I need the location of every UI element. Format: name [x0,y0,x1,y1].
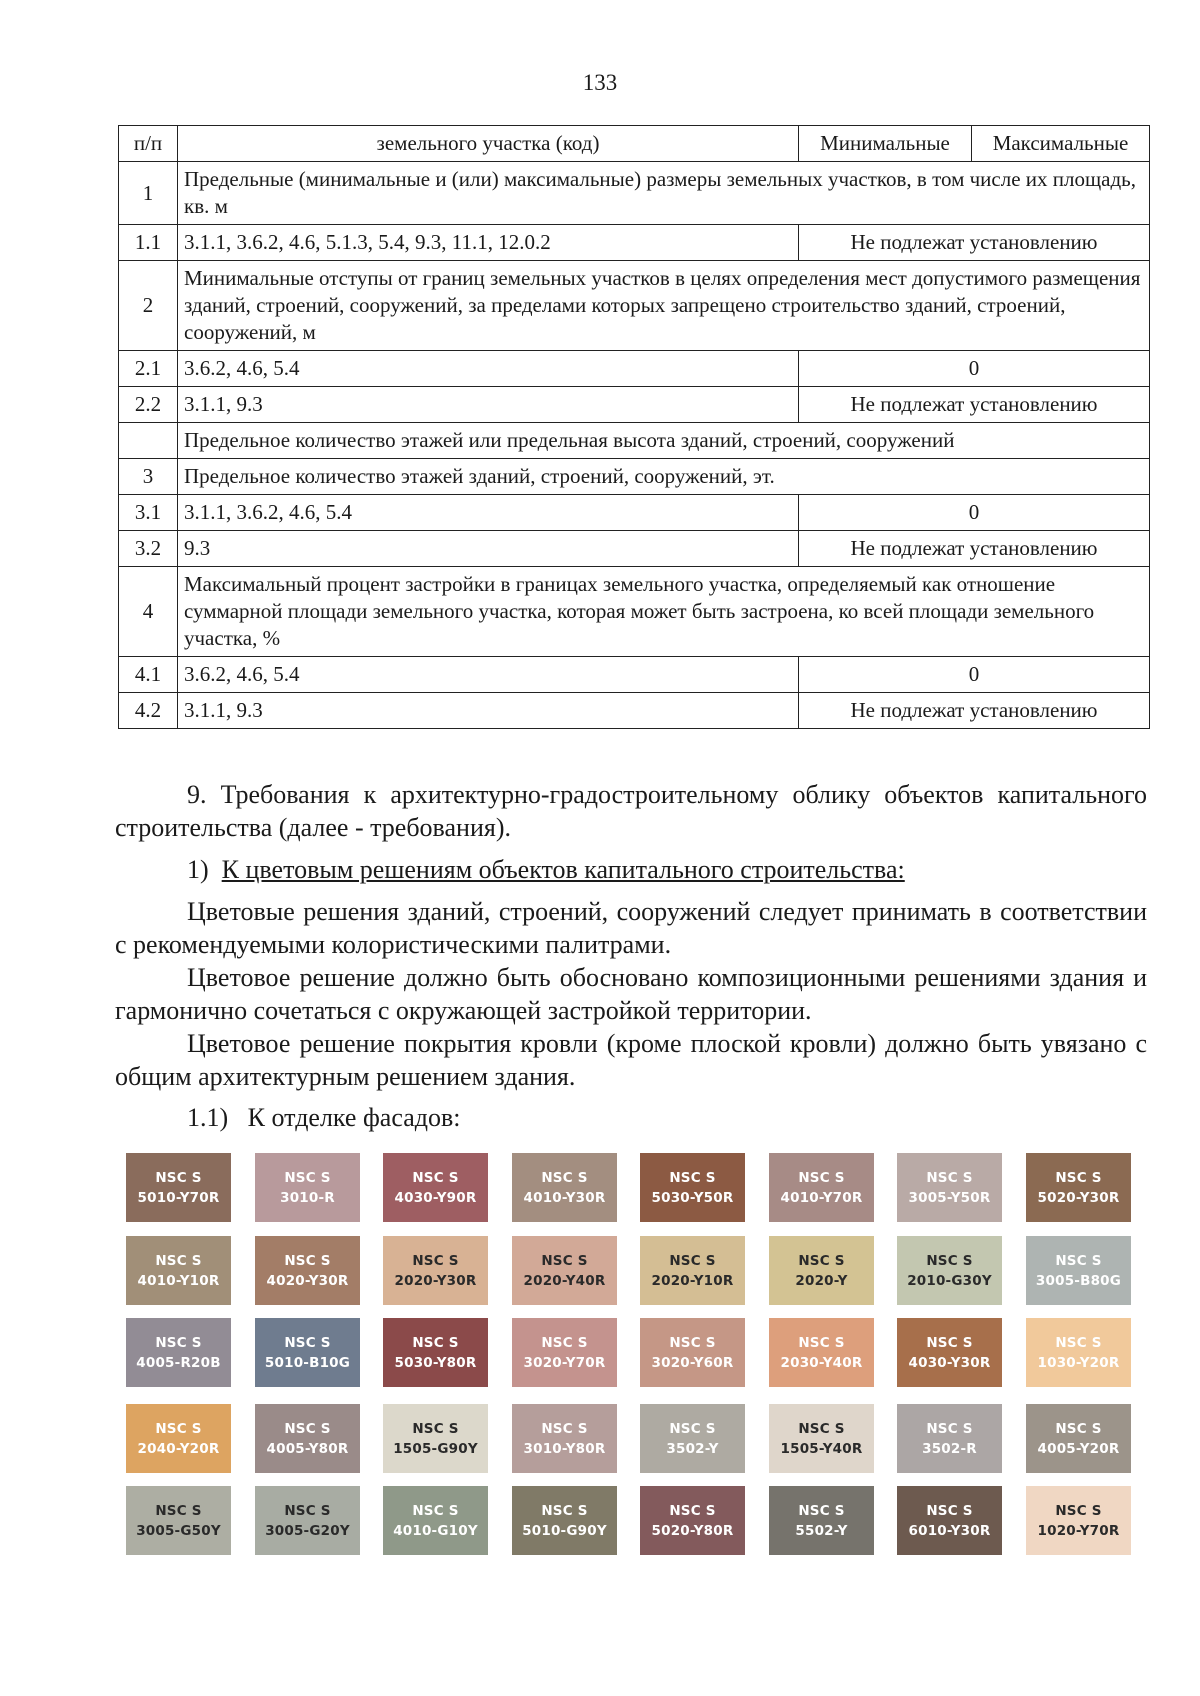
table-section-row [119,162,1150,225]
swatch-system: NSC S [541,1334,588,1351]
swatch-system: NSC S [155,1252,202,1269]
swatch-system: NSC S [1055,1502,1102,1519]
zone-codes: 3.6.2, 4.6, 5.4 [178,657,799,693]
paragraph-9: 9. Требования к архитектурно-градостроительному облику объектов капитального строительства (далее - требования). [115,780,1147,842]
swatch-code: 4010-Y10R [137,1272,220,1289]
table-data-row [119,657,1150,693]
swatch-system: NSC S [541,1502,588,1519]
zone-codes: 3.6.2, 4.6, 5.4 [178,351,799,387]
swatch-system: NSC S [155,1420,202,1437]
row-number: 3.2 [119,531,178,567]
colour-swatch [255,1318,360,1387]
colour-swatch [1026,1236,1131,1305]
row-number: 2.2 [119,387,178,423]
table-section-row [119,567,1150,657]
table-data-row [119,495,1150,531]
swatch-system: NSC S [155,1334,202,1351]
colour-palette [126,1153,1136,1573]
swatch-code: 5020-Y80R [651,1522,734,1539]
parameter-value: 0 [799,657,1150,693]
swatch-system: NSC S [1055,1420,1102,1437]
swatch-system: NSC S [155,1169,202,1186]
swatch-code: 5030-Y80R [394,1354,477,1371]
item-number: 1) [187,855,209,884]
swatch-code: 4005-R20B [136,1354,221,1371]
parameter-value: 0 [799,351,1150,387]
swatch-code: 5010-Y70R [137,1189,220,1206]
zone-codes: 3.1.1, 3.6.2, 4.6, 5.1.3, 5.4, 9.3, 11.1, 12.0.2 [178,225,799,261]
swatch-system: NSC S [284,1420,331,1437]
swatch-code: 1505-G90Y [393,1440,478,1457]
colour-swatch [512,1153,617,1222]
swatch-code: 5502-Y [795,1522,848,1539]
colour-swatch [512,1236,617,1305]
colour-swatch [383,1318,488,1387]
row-number: 4 [119,567,178,657]
section-text: Предельные (минимальные и (или) максимальные) размеры земельных участков, в том числе их площадь, кв. м [178,162,1150,225]
colour-swatch [1026,1486,1131,1555]
swatch-code: 2020-Y10R [651,1272,734,1289]
table-data-row [119,225,1150,261]
swatch-code: 3010-R [280,1189,335,1206]
colour-swatch [383,1486,488,1555]
row-number: 2 [119,261,178,351]
swatch-code: 4005-Y80R [266,1440,349,1457]
swatch-system: NSC S [412,1420,459,1437]
header-max: Максимальные [972,126,1150,162]
colour-swatch [640,1318,745,1387]
swatch-code: 3502-Y [666,1440,719,1457]
colour-swatch [126,1318,231,1387]
swatch-code: 5030-Y50R [651,1189,734,1206]
swatch-system: NSC S [669,1169,716,1186]
swatch-code: 4010-Y30R [523,1189,606,1206]
row-number: 3.1 [119,495,178,531]
row-number: 1 [119,162,178,225]
colour-swatch [383,1236,488,1305]
colour-swatch [640,1404,745,1473]
zone-codes: 9.3 [178,531,799,567]
table-data-row [119,531,1150,567]
swatch-system: NSC S [284,1334,331,1351]
swatch-system: NSC S [412,1169,459,1186]
swatch-code: 3502-R [922,1440,977,1457]
paragraph-roof: Цветовое решение покрытия кровли (кроме плоской кровли) должно быть увязано с общим архитектурным решением здания. [115,1029,1147,1091]
row-number: 4.2 [119,693,178,729]
table-data-row [119,351,1150,387]
parameter-value: Не подлежат установлению [799,531,1150,567]
colour-swatch [769,1236,874,1305]
swatch-code: 4030-Y90R [394,1189,477,1206]
swatch-system: NSC S [541,1252,588,1269]
colour-swatch [769,1318,874,1387]
section-text: Предельное количество этажей или предельная высота зданий, строений, сооружений [178,423,1150,459]
header-min: Минимальные [799,126,972,162]
swatch-system: NSC S [669,1502,716,1519]
swatch-code: 4030-Y30R [908,1354,991,1371]
header-name: земельного участка (код) [178,126,799,162]
swatch-system: NSC S [1055,1252,1102,1269]
subheading-colour-solutions: К цветовым решениям объектов капитального строительства: [221,855,905,884]
colour-swatch [897,1404,1002,1473]
colour-swatch [897,1153,1002,1222]
swatch-code: 6010-Y30R [908,1522,991,1539]
colour-swatch [897,1318,1002,1387]
colour-swatch [255,1236,360,1305]
swatch-code: 2030-Y40R [780,1354,863,1371]
swatch-code: 4010-G10Y [393,1522,478,1539]
swatch-system: NSC S [284,1169,331,1186]
swatch-code: 5010-G90Y [522,1522,607,1539]
swatch-system: NSC S [412,1252,459,1269]
table-header-row [119,126,1150,162]
table-section-row [119,423,1150,459]
item-number: 1.1) [187,1103,229,1132]
swatch-code: 1030-Y20R [1037,1354,1120,1371]
swatch-system: NSC S [541,1420,588,1437]
section-text: Минимальные отступы от границ земельных участков в целях определения мест допустимого размещения зданий, строений, сооружений, за пределами которых запрещено строительство зданий, строений, сооружений, м [178,261,1150,351]
parameter-value: Не подлежат установлению [799,225,1150,261]
colour-swatch [640,1236,745,1305]
swatch-code: 5020-Y30R [1037,1189,1120,1206]
swatch-code: 3020-Y70R [523,1354,606,1371]
swatch-system: NSC S [926,1252,973,1269]
colour-swatch [769,1153,874,1222]
colour-swatch [640,1486,745,1555]
regulations-table [118,125,1150,729]
colour-swatch [512,1404,617,1473]
swatch-code: 3010-Y80R [523,1440,606,1457]
swatch-code: 3005-B80G [1035,1272,1122,1289]
colour-swatch [126,1486,231,1555]
swatch-system: NSC S [669,1252,716,1269]
swatch-code: 1505-Y40R [780,1440,863,1457]
swatch-system: NSC S [798,1420,845,1437]
section-text: Максимальный процент застройки в границах земельного участка, определяемый как отношение суммарной площади земельного участка, которая может быть застроена, ко всей площади земельного участка, % [178,567,1150,657]
paragraph-facade [115,1101,1147,1134]
row-number: 2.1 [119,351,178,387]
swatch-system: NSC S [284,1252,331,1269]
swatch-code: 2020-Y [795,1272,848,1289]
table-data-row [119,693,1150,729]
swatch-system: NSC S [412,1502,459,1519]
row-number: 3 [119,459,178,495]
page-number: 133 [582,70,618,95]
row-number: 1.1 [119,225,178,261]
row-number: 4.1 [119,657,178,693]
colour-swatch [383,1153,488,1222]
table-data-row [119,387,1150,423]
colour-swatch [126,1236,231,1305]
swatch-code: 2020-Y40R [523,1272,606,1289]
swatch-system: NSC S [1055,1169,1102,1186]
swatch-code: 1020-Y70R [1037,1522,1120,1539]
swatch-code: 4005-Y20R [1037,1440,1120,1457]
paragraph-palettes: Цветовые решения зданий, строений, сооружений следует принимать в соответствии с рекомендуемыми колористическими палитрами. [115,897,1147,959]
swatch-system: NSC S [798,1334,845,1351]
colour-swatch [255,1486,360,1555]
table-section-row [119,261,1150,351]
swatch-system: NSC S [798,1252,845,1269]
swatch-system: NSC S [798,1169,845,1186]
colour-swatch [1026,1318,1131,1387]
colour-swatch [769,1486,874,1555]
swatch-code: 2010-G30Y [907,1272,992,1289]
paragraph-composition: Цветовое решение должно быть обосновано композиционными решениями здания и гармонично сочетаться с окружающей застройкой территории. [115,963,1147,1025]
colour-swatch [126,1153,231,1222]
swatch-system: NSC S [284,1502,331,1519]
swatch-system: NSC S [155,1502,202,1519]
requirements-text [115,778,1147,1134]
swatch-code: 2040-Y20R [137,1440,220,1457]
colour-swatch [897,1486,1002,1555]
section-text: Предельное количество этажей зданий, строений, сооружений, эт. [178,459,1150,495]
swatch-system: NSC S [926,1502,973,1519]
parameter-value: Не подлежат установлению [799,693,1150,729]
colour-swatch [126,1404,231,1473]
colour-swatch [512,1486,617,1555]
subheading-facade: К отделке фасадов: [247,1103,461,1132]
swatch-system: NSC S [1055,1334,1102,1351]
swatch-system: NSC S [926,1420,973,1437]
swatch-system: NSC S [541,1169,588,1186]
swatch-code: 4020-Y30R [266,1272,349,1289]
table-section-row [119,459,1150,495]
swatch-code: 5010-B10G [264,1354,351,1371]
colour-swatch [1026,1404,1131,1473]
parameter-value: Не подлежат установлению [799,387,1150,423]
parameter-value: 0 [799,495,1150,531]
colour-swatch [512,1318,617,1387]
paragraph-colour-solutions [115,853,1147,886]
swatch-code: 3005-Y50R [908,1189,991,1206]
swatch-system: NSC S [412,1334,459,1351]
swatch-code: 3020-Y60R [651,1354,734,1371]
swatch-system: NSC S [669,1420,716,1437]
zone-codes: 3.1.1, 3.6.2, 4.6, 5.4 [178,495,799,531]
colour-swatch [255,1153,360,1222]
swatch-code: 3005-G20Y [265,1522,350,1539]
colour-swatch [769,1404,874,1473]
swatch-system: NSC S [926,1169,973,1186]
colour-swatch [1026,1153,1131,1222]
colour-swatch [255,1404,360,1473]
header-num: п/п [119,126,178,162]
swatch-system: NSC S [798,1502,845,1519]
colour-swatch [383,1404,488,1473]
zone-codes: 3.1.1, 9.3 [178,693,799,729]
colour-swatch [640,1153,745,1222]
swatch-code: 2020-Y30R [394,1272,477,1289]
row-number [119,423,178,459]
swatch-code: 3005-G50Y [136,1522,221,1539]
swatch-system: NSC S [926,1334,973,1351]
swatch-code: 4010-Y70R [780,1189,863,1206]
zone-codes: 3.1.1, 9.3 [178,387,799,423]
colour-swatch [897,1236,1002,1305]
swatch-system: NSC S [669,1334,716,1351]
